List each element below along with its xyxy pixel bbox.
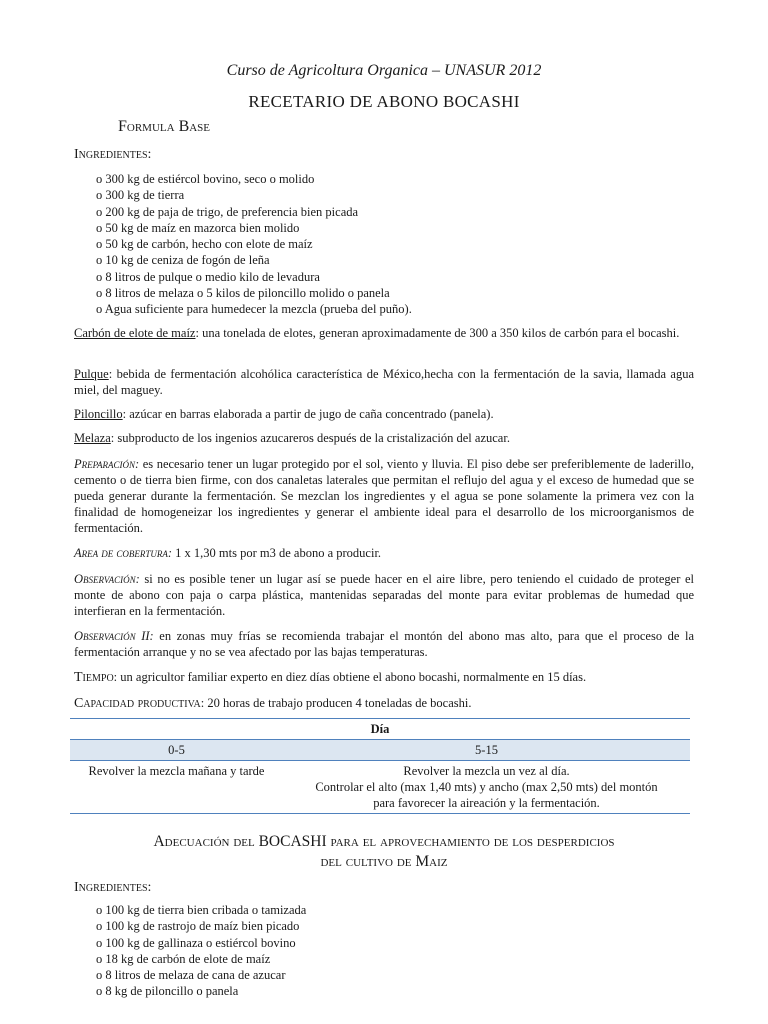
- definition-carbon: [74, 325, 694, 341]
- list-item: o 50 kg de carbón, hecho con elote de maíz: [96, 236, 412, 252]
- definition-melaza: [74, 430, 694, 446]
- list-item: o 8 litros de pulque o medio kilo de levadura: [96, 269, 412, 285]
- definition-term: Carbón de elote de maíz: [74, 326, 196, 340]
- table-row: [70, 740, 690, 761]
- table-cell-line: para favorecer la aireación y la fermentación.: [373, 796, 600, 810]
- note-label: Preparación:: [74, 457, 140, 471]
- ingredients-label: Ingredientes:: [74, 147, 152, 162]
- list-item: o 50 kg de maíz en mazorca bien molido: [96, 220, 412, 236]
- definition-text: : azúcar en barras elaborada a partir de jugo de caña concentrado (panela).: [122, 407, 494, 421]
- list-item: o 8 kg de piloncillo o panela: [96, 983, 306, 999]
- definition-text: : bebida de fermentación alcohólica característica de México,hecha con la fermentación de la savia, llamada agua miel, del maguey.: [74, 367, 694, 397]
- table-cell: [283, 761, 690, 814]
- definition-pulque: [74, 366, 694, 398]
- capacity-label: Capacidad productiva: [74, 696, 201, 711]
- note-text: si no es posible tener un lugar así se puede hacer en el aire libre, pero teniendo el cuidado de proteger el monte de abono con paja o carpa plástica, mantenidas separadas del monte para evitar problemas de humedad que interfieran en la fermentación.: [74, 572, 694, 618]
- ingredients-list: [96, 902, 306, 1000]
- coverage-paragraph: [74, 545, 694, 561]
- ingredients-label: Ingredientes:: [74, 880, 152, 895]
- table-header-cell: Día: [70, 719, 690, 740]
- definition-term: Melaza: [74, 431, 111, 445]
- capacity-text: : 20 horas de trabajo producen 4 toneladas de bocashi.: [200, 696, 472, 710]
- table-header-row: [70, 719, 690, 740]
- section2-heading: [74, 832, 694, 872]
- capacity-paragraph: [74, 695, 694, 712]
- observation-paragraph: [74, 571, 694, 619]
- document-title: RECETARIO DE ABONO BOCASHI: [248, 92, 520, 111]
- definition-piloncillo: [74, 406, 694, 422]
- table-cell: Revolver la mezcla mañana y tarde: [70, 761, 283, 814]
- note-label: Observación:: [74, 572, 140, 586]
- time-paragraph: [74, 669, 694, 686]
- section2-heading-line: Adecuación del BOCASHI para el aprovechamiento de los desperdicios: [153, 833, 615, 850]
- definition-text: : una tonelada de elotes, generan aproximadamente de 300 a 350 kilos de carbón para el bocashi.: [195, 326, 680, 340]
- time-label: Tiempo: [74, 670, 114, 685]
- list-item: o 200 kg de paja de trigo, de preferencia bien picada: [96, 204, 412, 220]
- formula-base-heading: Formula Base: [118, 118, 211, 135]
- list-item: o 100 kg de rastrojo de maíz bien picado: [96, 918, 306, 934]
- course-header: Curso de Agricoltura Organica – UNASUR 2012: [226, 62, 542, 79]
- time-text: : un agricultor familiar experto en diez días obtiene el abono bocashi, normalmente en 15 días.: [113, 670, 587, 684]
- definition-term: Piloncillo: [74, 407, 123, 421]
- table-cell: 5-15: [283, 740, 690, 761]
- note-text: en zonas muy frías se recomienda trabajar el montón del abono mas alto, para que el proceso de la fermentación arranque y no se vea afectado por las bajas temperaturas.: [74, 629, 694, 659]
- table-cell: 0-5: [70, 740, 283, 761]
- ingredients-list: [96, 171, 412, 318]
- list-item: o 8 litros de melaza de cana de azucar: [96, 967, 306, 983]
- table-row: [70, 761, 690, 814]
- schedule-table: [70, 718, 690, 814]
- note-text: 1 x 1,30 mts por m3 de abono a producir.: [172, 546, 382, 560]
- list-item: o 100 kg de tierra bien cribada o tamizada: [96, 902, 306, 918]
- definition-text: : subproducto de los ingenios azucareros después de la cristalización del azucar.: [110, 431, 510, 445]
- list-item: o 100 kg de gallinaza o estiércol bovino: [96, 935, 306, 951]
- list-item: o 10 kg de ceniza de fogón de leña: [96, 252, 412, 268]
- definition-term: Pulque: [74, 367, 109, 381]
- observation-ii-paragraph: [74, 628, 694, 660]
- list-item: o 300 kg de estiércol bovino, seco o molido: [96, 171, 412, 187]
- note-label: Area de cobertura:: [74, 546, 173, 560]
- section2-heading-line: del cultivo de Maiz: [320, 853, 448, 870]
- list-item: o 8 litros de melaza o 5 kilos de piloncillo molido o panela: [96, 285, 412, 301]
- list-item: o Agua suficiente para humedecer la mezcla (prueba del puño).: [96, 301, 412, 317]
- list-item: o 18 kg de carbón de elote de maíz: [96, 951, 306, 967]
- list-item: o 300 kg de tierra: [96, 187, 412, 203]
- preparation-paragraph: [74, 456, 694, 536]
- table-cell-line: Revolver la mezcla un vez al día.: [403, 764, 570, 778]
- table-cell-line: Controlar el alto (max 1,40 mts) y ancho (max 2,50 mts) del montón: [315, 780, 658, 794]
- note-label: Observación II:: [74, 629, 154, 643]
- note-text: es necesario tener un lugar protegido por el sol, viento y lluvia. El piso debe ser preferiblemente de laderillo, cemento o de tierra bien firme, con dos canaletas laterales que permitan el reflujo del agua y el exceso de humedad que se pueda generar durante la fermentación. Se mezclan los ingredientes y el agua se pone solamente la primera vez con la finalidad de homogeneizar los ingredientes y generar el ambiente ideal para el desarrollo de los microorganismos de fermentación.: [74, 457, 694, 535]
